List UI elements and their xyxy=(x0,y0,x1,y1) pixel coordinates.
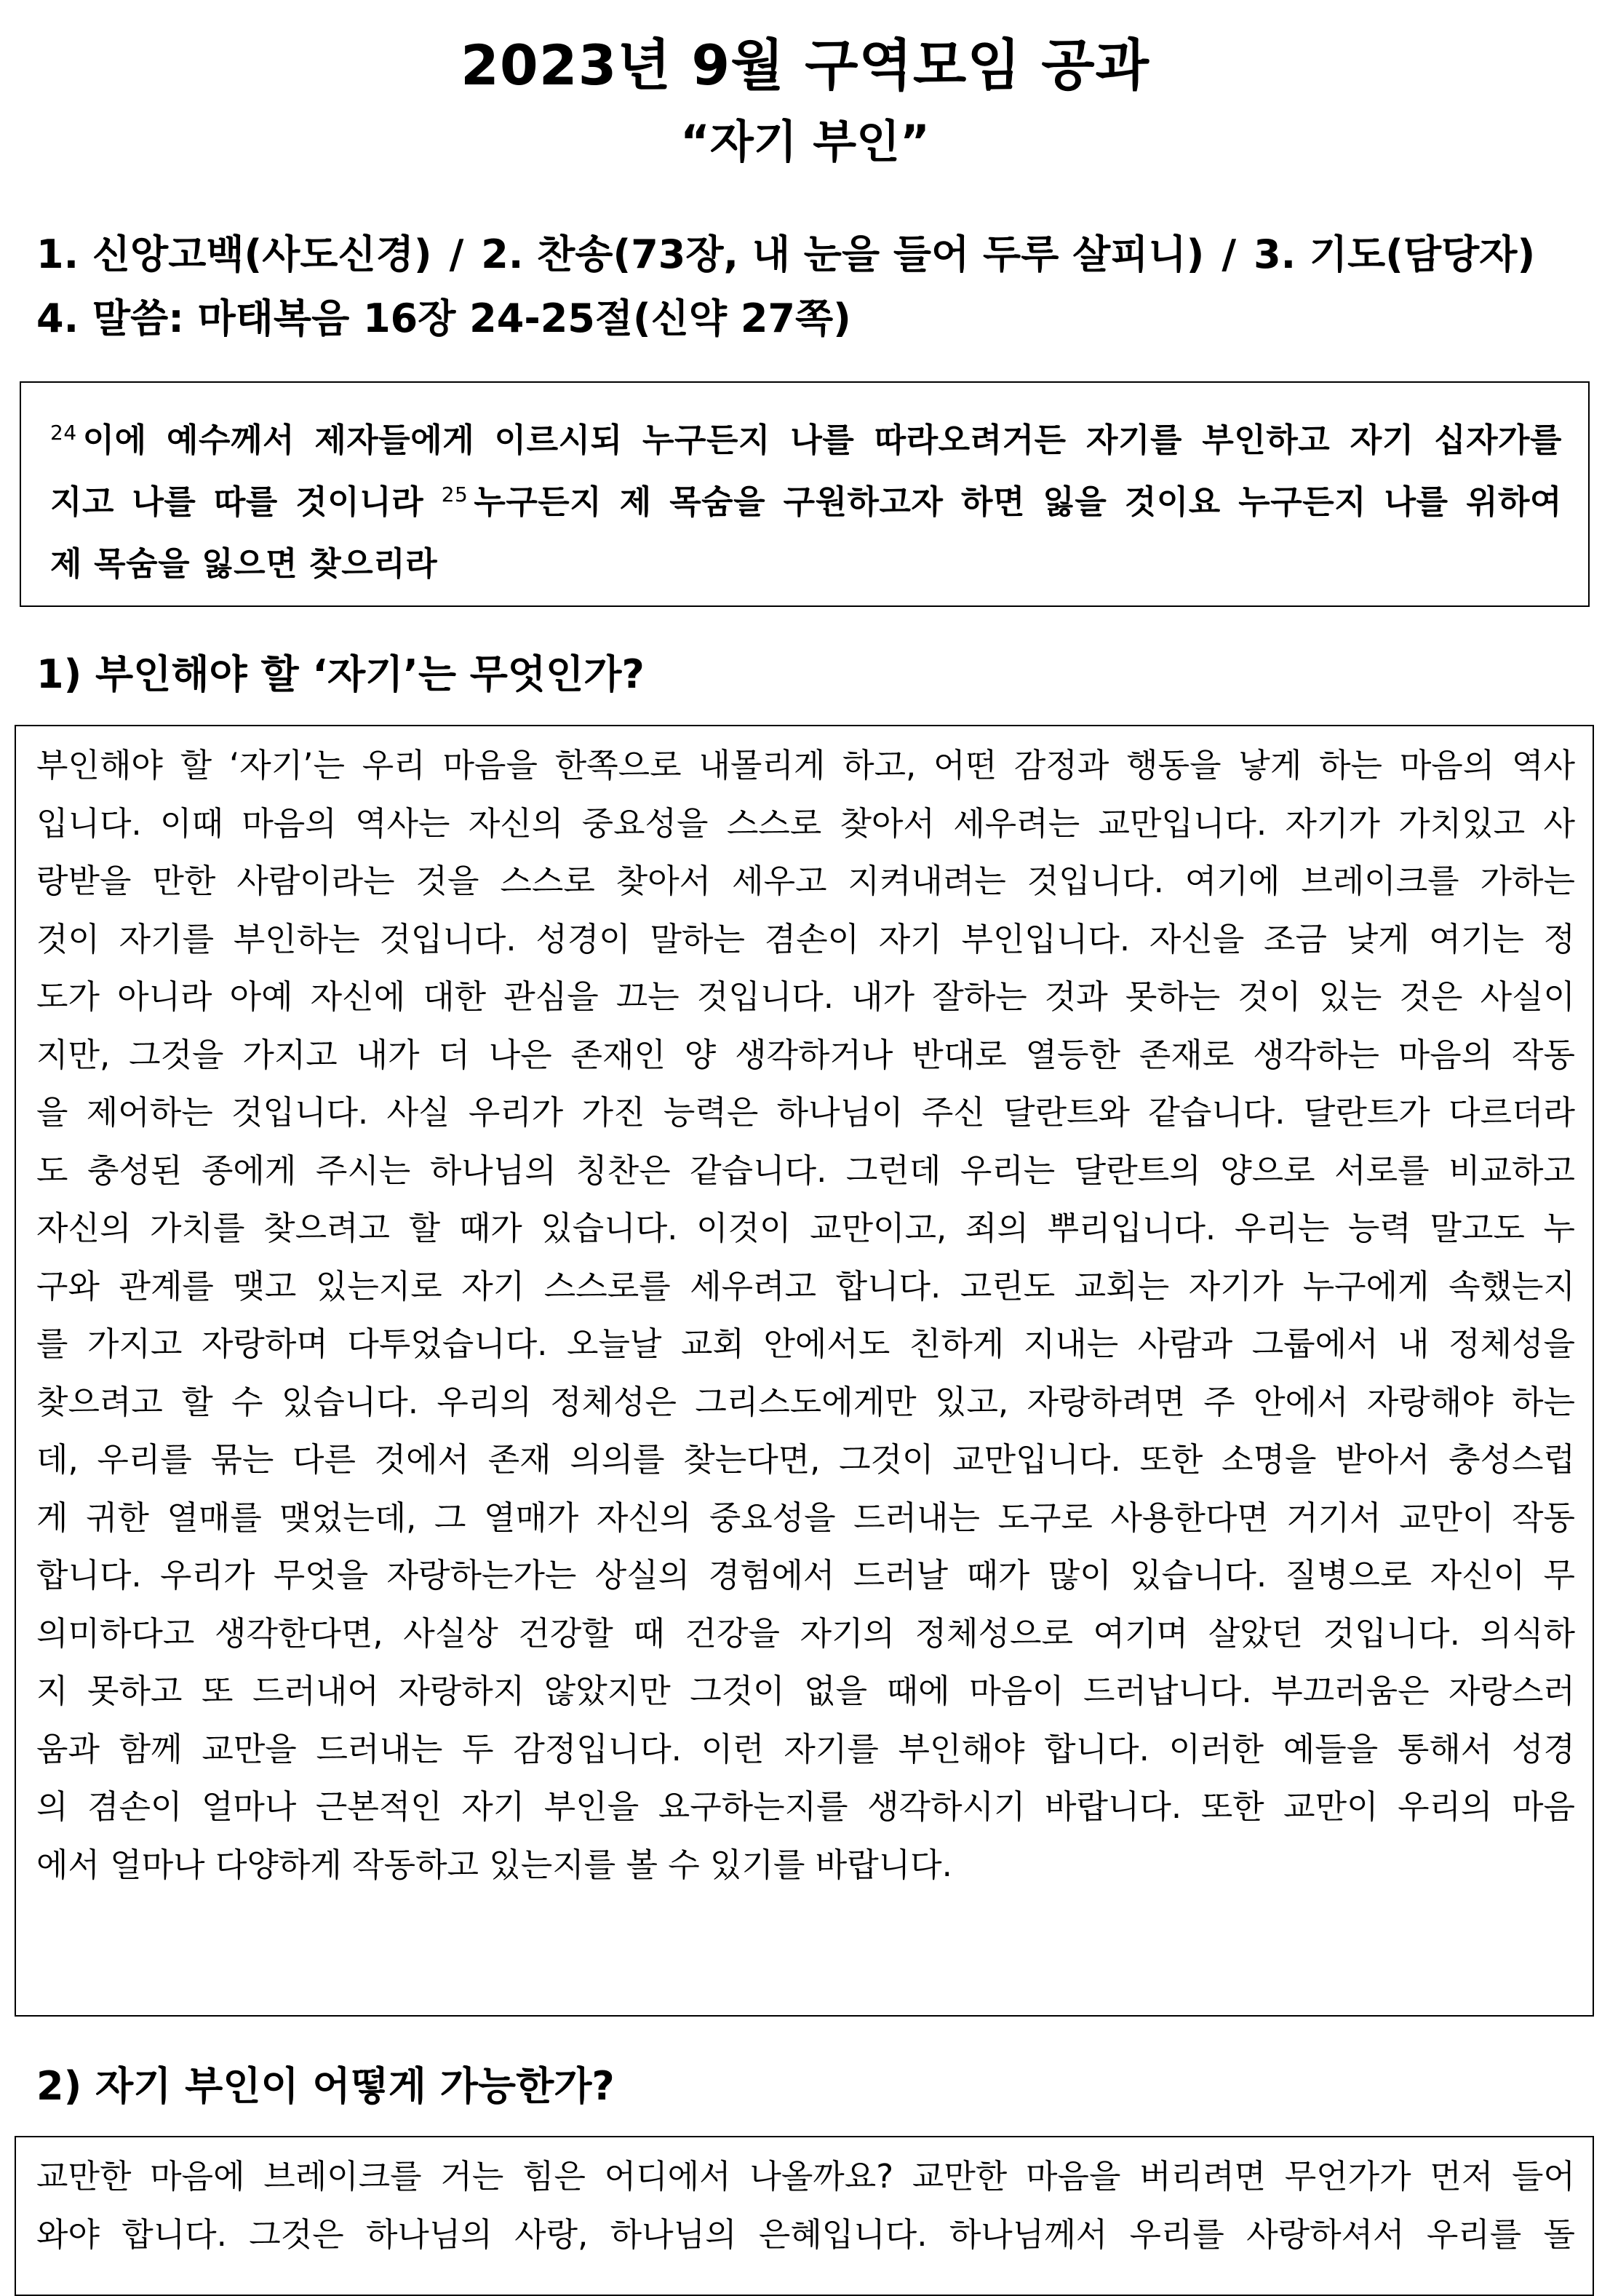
body-line: 구와 관계를 맺고 있는지로 자기 스스로를 세우려고 합니다. 고린도 교회는 자기가 누구에게 속했는지 xyxy=(36,1266,1575,1306)
body-line: 교만한 마음에 브레이크를 거는 힘은 어디에서 나올까요? 교만한 마음을 버리려면 무언가가 먼저 들어 xyxy=(36,2157,1575,2196)
body-line: 도가 아니라 아예 자신에 대한 관심을 끄는 것입니다. 내가 잘하는 것과 못하는 것이 있는 것은 사실이 xyxy=(36,977,1575,1016)
scripture-line xyxy=(50,471,1562,533)
body-line: 찾으려고 할 수 있습니다. 우리의 정체성은 그리스도에게만 있고, 자랑하려면 주 안에서 자랑해야 하는 xyxy=(36,1382,1575,1421)
section-body-text xyxy=(16,2137,1593,2263)
body-line: 을 제어하는 것입니다. 사실 우리가 가진 능력은 하나님이 주신 달란트와 같습니다. 달란트가 다르더라 xyxy=(36,1093,1575,1132)
order-item-hymn: 2. 찬송(73장, 내 눈을 들어 두루 살피니) xyxy=(481,231,1205,277)
body-line: 를 가지고 자랑하며 다투었습니다. 오늘날 교회 안에서도 친하게 지내는 사람과 그룹에서 내 정체성을 xyxy=(36,1324,1575,1363)
body-line: 지 못하고 또 드러내어 자랑하지 않았지만 그것이 없을 때에 마음이 드러납니다. 부끄러움은 자랑스러 xyxy=(36,1672,1575,1710)
body-line: 의미하다고 생각한다면, 사실상 건강할 때 건강을 자기의 정체성으로 여기며 살았던 것입니다. 의식하 xyxy=(36,1613,1575,1653)
verse-text: 지고 나를 따를 것이니라 xyxy=(50,482,424,521)
verse-text: 누구든지 제 목숨을 구원하고자 하면 잃을 것이요 누구든지 나를 위하여 xyxy=(474,482,1562,521)
section-heading: 2) 자기 부인이 어떻게 가능한가? xyxy=(36,2063,615,2109)
body-line: 와야 합니다. 그것은 하나님의 사랑, 하나님의 은혜입니다. 하나님께서 우리를 사랑하셔서 우리를 돌 xyxy=(36,2214,1575,2254)
body-line: 것이 자기를 부인하는 것입니다. 성경이 말하는 겸손이 자기 부인입니다. 자신을 조금 낮게 여기는 정 xyxy=(36,919,1575,958)
body-line: 자신의 가치를 찾으려고 할 때가 있습니다. 이것이 교만이고, 죄의 뿌리입니다. 우리는 능력 말고도 누 xyxy=(36,1209,1575,1247)
scripture-line xyxy=(50,533,1562,595)
order-item-prayer: 3. 기도(담당자) xyxy=(1254,231,1536,277)
verse-text: 제 목숨을 잃으면 찾으리라 xyxy=(50,544,438,583)
order-item-creed: 1. 신앙고백(사도신경) xyxy=(36,231,432,277)
verse-number: 25 xyxy=(441,482,469,507)
section-body-box xyxy=(15,725,1594,2017)
body-line: 부인해야 할 ‘자기’는 우리 마음을 한쪽으로 내몰리게 하고, 어떤 감정과 행동을 낳게 하는 마음의 역사 xyxy=(36,746,1575,784)
body-line: 합니다. 우리가 무엇을 자랑하는가는 상실의 경험에서 드러날 때가 많이 있습니다. 질병으로 자신이 무 xyxy=(36,1556,1575,1594)
body-line: 데, 우리를 묶는 다른 것에서 존재 의의를 찾는다면, 그것이 교만입니다. 또한 소명을 받아서 충성스럽 xyxy=(36,1440,1575,1479)
section-heading: 1) 부인해야 할 ‘자기’는 무엇인가? xyxy=(36,651,645,697)
body-line: 입니다. 이때 마음의 역사는 자신의 중요성을 스스로 찾아서 세우려는 교만입니다. 자기가 가치있고 사 xyxy=(36,803,1575,843)
body-line: 도 충성된 종에게 주시는 하나님의 칭찬은 같습니다. 그런데 우리는 달란트의 양으로 서로를 비교하고 xyxy=(36,1151,1575,1190)
worship-order-line-2 xyxy=(36,290,1586,348)
body-line: 지만, 그것을 가지고 내가 더 나은 존재인 양 생각하거나 반대로 열등한 존재로 생각하는 마음의 작동 xyxy=(36,1035,1575,1074)
body-line: 랑받을 만한 사람이라는 것을 스스로 찾아서 세우고 지켜내려는 것입니다. 여기에 브레이크를 가하는 xyxy=(36,862,1575,900)
verse-number: 24 xyxy=(50,421,77,445)
page-subtitle: “자기 부인” xyxy=(680,115,930,168)
verse-text: 이에 예수께서 제자들에게 이르시되 누구든지 나를 따라오려거든 자기를 부인하고 자기 십자가를 xyxy=(82,421,1562,459)
order-separator: / xyxy=(449,231,464,277)
scripture-box xyxy=(20,381,1590,607)
order-item-scripture: 4. 말씀: 마태복음 16장 24-25절(신약 27쪽) xyxy=(36,295,851,341)
section-body-box xyxy=(15,2136,1594,2296)
worship-order-line-1 xyxy=(36,226,1586,284)
body-line: 움과 함께 교만을 드러내는 두 감정입니다. 이런 자기를 부인해야 합니다. 이러한 예들을 통해서 성경 xyxy=(36,1729,1575,1768)
section-body-text xyxy=(16,726,1593,1894)
order-separator: / xyxy=(1222,231,1237,277)
scripture-line xyxy=(50,409,1562,471)
body-line: 에서 얼마나 다양하게 작동하고 있는지를 볼 수 있기를 바랍니다. xyxy=(36,1845,952,1884)
body-line: 의 겸손이 얼마나 근본적인 자기 부인을 요구하는지를 생각하시기 바랍니다. 또한 교만이 우리의 마음 xyxy=(36,1787,1575,1826)
page-title: 2023년 9월 구역모임 공과 xyxy=(460,33,1150,98)
body-line: 게 귀한 열매를 맺었는데, 그 열매가 자신의 중요성을 드러내는 도구로 사용한다면 거기서 교만이 작동 xyxy=(36,1498,1575,1537)
